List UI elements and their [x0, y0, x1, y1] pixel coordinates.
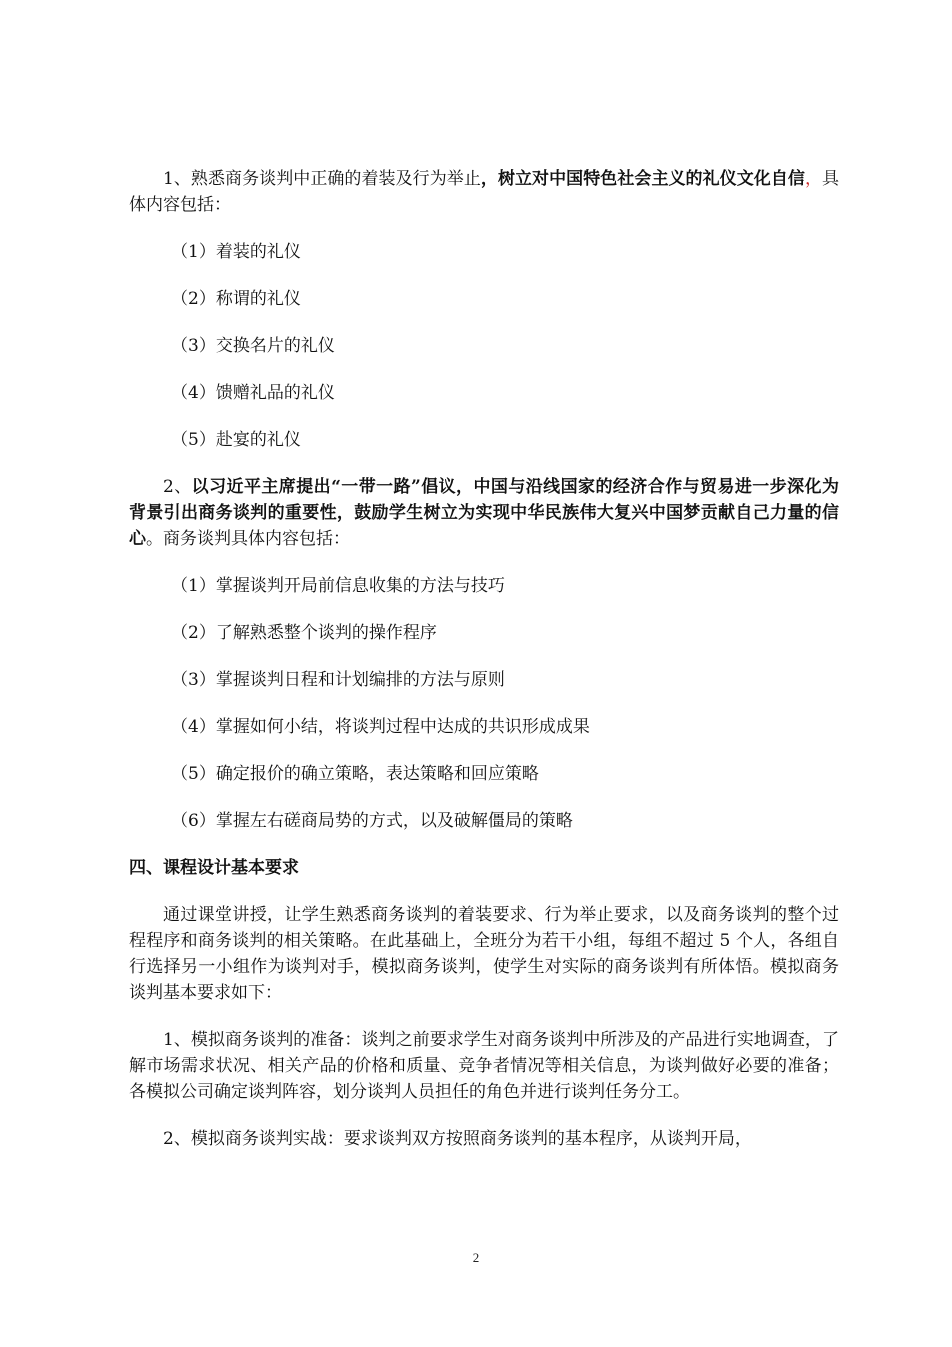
section1-item: （2）称谓的礼仪	[171, 289, 301, 309]
section2-item: （2）了解熟悉整个谈判的操作程序	[171, 623, 437, 643]
section1-intro-bold: 树立对中国特色社会主义的礼仪文化自信	[497, 169, 805, 189]
section1-intro-suffix: 具体内容包括：	[129, 169, 840, 215]
section1-item: （5）赴宴的礼仪	[171, 430, 301, 450]
section2-intro-bold: 以习近平主席提出“一带一路”倡议，中国与沿线国家的经济合作与贸易进一步深化为背景引出商务谈判的重要性，鼓励学生树立为实现中华民族伟大复兴中国梦贡献自己力量的信心	[129, 477, 839, 549]
section1-intro-punct: ，	[480, 169, 498, 189]
section4-paragraph: 2、模拟商务谈判实战：要求谈判双方按照商务谈判的基本程序，从谈判开局，	[163, 1129, 752, 1149]
section1-intro-mark: ，	[804, 169, 823, 189]
section2-item: （1）掌握谈判开局前信息收集的方法与技巧	[171, 576, 505, 596]
section1-item: （4）馈赠礼品的礼仪	[171, 383, 335, 403]
section2-intro-prefix: 2、	[163, 477, 192, 497]
document-body	[129, 166, 839, 1173]
section2-item: （3）掌握谈判日程和计划编排的方法与原则	[171, 670, 505, 690]
section4-heading: 四、课程设计基本要求	[129, 858, 299, 878]
section2-intro	[129, 474, 839, 552]
section1-item: （1）着装的礼仪	[171, 242, 301, 262]
page-number: 2	[472, 1250, 480, 1265]
section2-item: （6）掌握左右磋商局势的方式，以及破解僵局的策略	[171, 811, 573, 831]
section1-intro	[129, 166, 839, 218]
section2-item: （4）掌握如何小结，将谈判过程中达成的共识形成成果	[171, 717, 590, 737]
section4-paragraph: 1、模拟商务谈判的准备：谈判之前要求学生对商务谈判中所涉及的产品进行实地调查，了解市场需求状况、相关产品的价格和质量、竞争者情况等相关信息，为谈判做好必要的准备；各模拟公司确定谈判阵容，划分谈判人员担任的角色并进行谈判任务分工。	[129, 1030, 839, 1102]
section1-item: （3）交换名片的礼仪	[171, 336, 335, 356]
section2-intro-suffix: 。商务谈判具体内容包括：	[146, 529, 350, 549]
section1-intro-prefix: 1、熟悉商务谈判中正确的着装及行为举止	[163, 169, 481, 189]
section4-paragraph: 通过课堂讲授，让学生熟悉商务谈判的着装要求、行为举止要求，以及商务谈判的整个过程程序和商务谈判的相关策略。在此基础上，全班分为若干小组，每组不超过 5 个人，各组自行选择另一小组作为谈判对手，模拟商务谈判，使学生对实际的商务谈判有所体悟。模拟商务谈判基本要求如下：	[129, 905, 839, 1003]
section2-item: （5）确定报价的确立策略，表达策略和回应策略	[171, 764, 539, 784]
